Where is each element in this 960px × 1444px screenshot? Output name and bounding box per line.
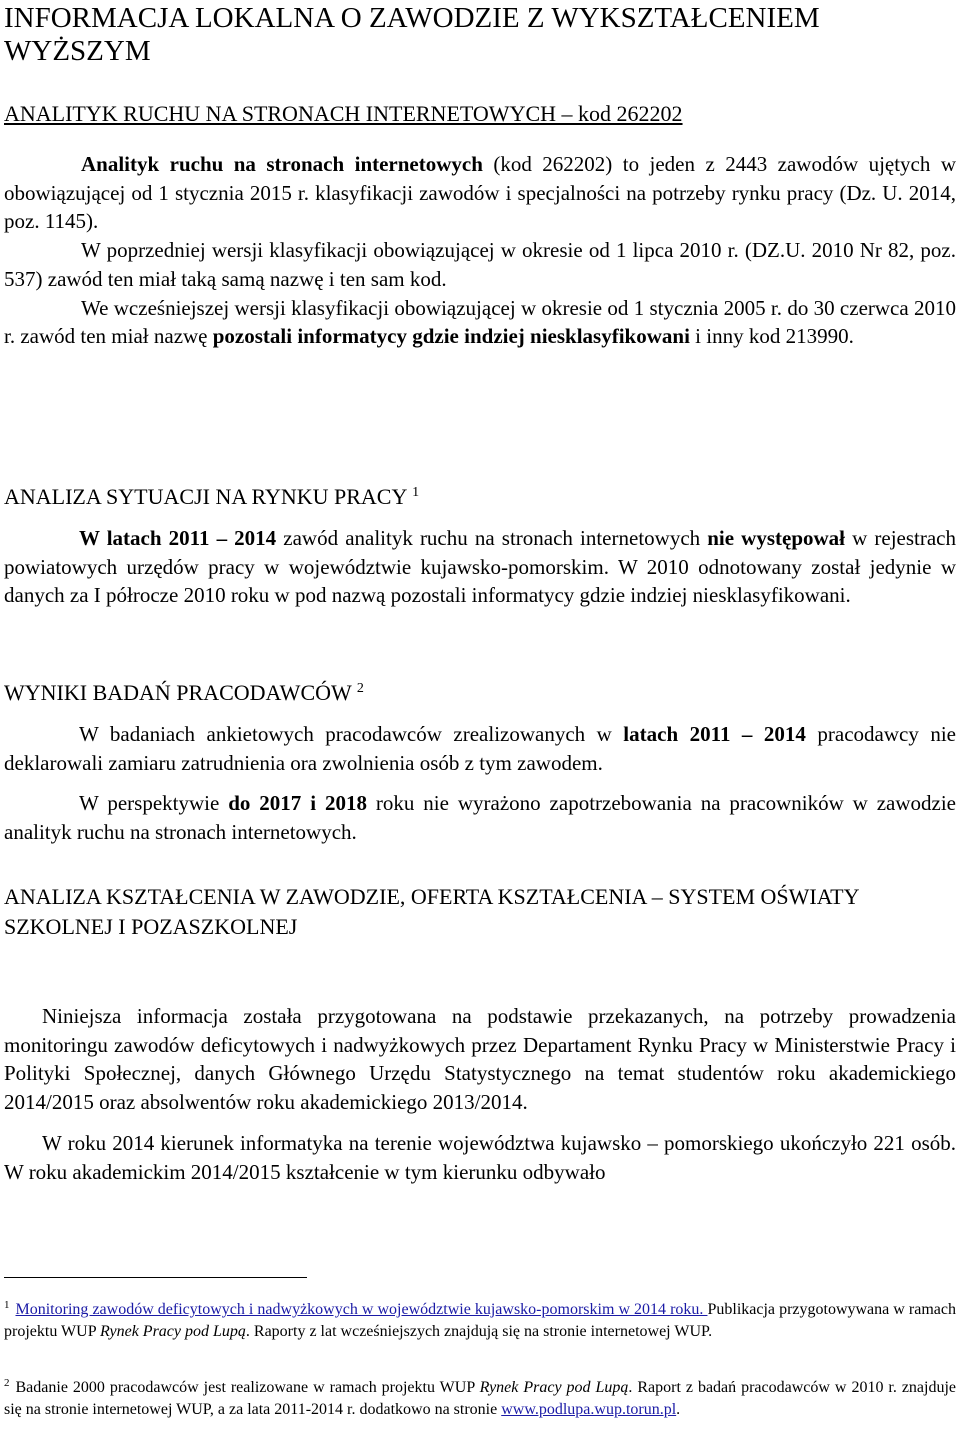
labor-years: W latach 2011 – 2014 (79, 526, 277, 550)
footnote-ref-1: 1 (412, 485, 420, 500)
footnote-1 (4, 1294, 956, 1343)
education-paragraph-2: W roku 2014 kierunek informatyka na terenie województwa kujawsko – pomorskiego ukończyło 221 osób. W roku akademickim 2014/2015 kształcenie w tym kierunku odbywało (4, 1130, 956, 1184)
footnote-2-text-c: . (676, 1401, 681, 1418)
intro-paragraph-3 (4, 294, 956, 351)
labor-market-section (4, 478, 956, 610)
labor-text-mid: zawód analityk ruchu na stronach internetowych (276, 526, 708, 550)
document-title: INFORMACJA LOKALNA O ZAWODZIE Z WYKSZTAŁCENIEM WYŻSZYM (4, 2, 820, 67)
intro-text-1: (kod 262202) to jeden z 2443 zawodów ujętych w obowiązującej od 1 stycznia 2015 r. klasyfikacji zawodów i specjalności na potrzeby rynku pracy (Dz. U. 2014, poz. 1145). (4, 152, 956, 234)
footnote-2-number: 2 (4, 1377, 10, 1389)
education-paragraph-1: Niniejsza informacja została przygotowana na podstawie przekazanych, na potrzeby prowadzenia monitoringu zawodów deficytowych i nadwyżkowych przez Departament Rynku Pracy w Ministerstwie Pracy i Polityki Społecznej, danych Głównego Urzędu Statystycznego na temat studentów roku akademickiego 2014/2015 oraz absolwentów roku akademickiego 2013/2014. (4, 1004, 956, 1115)
footnote-2-text-b: . Raport z badań pracodawców w 2010 r. znajduje się na stronie internetowej WUP, a za lata 2011-2014 r. dodatkowo na stronie (4, 1379, 957, 1418)
labor-text-rest: w rejestrach powiatowych urzędów pracy w województwie kujawsko-pomorskim. W 2010 odnotowany został jedynie w danych za I półrocze 2010 roku w pod nazwą pozostali informatycy gdzie indziej niesklasyfikowani. (4, 526, 956, 608)
employers-text-2b: roku nie wyrażono zapotrzebowania na pracowników w zawodzie analityk ruchu na stronach internetowych. (4, 791, 956, 845)
footnote-2-project: Rynek Pracy pod Lupą (479, 1379, 629, 1396)
footnote-2 (4, 1372, 956, 1421)
employers-text-2a: W perspektywie (79, 791, 229, 816)
intro-section (4, 150, 956, 351)
employers-text-1b: pracodawcy nie deklarowali zamiaru zatrudnienia ora zwolnienia osób z tym zawodem. (4, 722, 956, 775)
occupation-name: Analityk ruchu na stronach internetowych (81, 152, 483, 176)
intro-text-3a: We wcześniejszej wersji klasyfikacji obowiązującej w okresie od 1 stycznia 2005 r. do 30 czerwca 2010 r. zawód ten miał nazwę (4, 295, 956, 349)
footnote-2-text-a: Badanie 2000 pracodawców jest realizowane w ramach projektu WUP (15, 1379, 480, 1396)
former-name: pozostali informatycy gdzie indziej niesklasyfikowani (212, 324, 690, 349)
employers-section (4, 674, 956, 847)
footnote-1-link[interactable]: Monitoring zawodów deficytowych i nadwyżkowych w województwie kujawsko-pomorskim w 2014 roku. (15, 1301, 708, 1318)
employers-paragraph-1 (4, 720, 956, 777)
labor-not-present: nie występował (707, 526, 846, 550)
employers-heading (4, 674, 956, 708)
footnote-ref-2: 2 (356, 681, 364, 696)
labor-market-paragraph (4, 524, 956, 610)
employers-heading-text: WYNIKI BADAŃ PRACODAWCÓW (4, 680, 352, 705)
employers-paragraph-2 (4, 789, 956, 846)
intro-text-3b: i inny kod 213990. (689, 324, 854, 349)
footnote-1-number: 1 (4, 1299, 10, 1311)
intro-paragraph-2: W poprzedniej wersji klasyfikacji obowiązującej w okresie od 1 lipca 2010 r. (DZ.U. 2010 Nr 82, poz. 537) zawód ten miał taką samą nazwę i ten sam kod. (4, 238, 956, 291)
intro-paragraph-1 (4, 150, 956, 236)
footnote-1-project: Rynek Pracy pod Lupą (100, 1323, 246, 1340)
footnote-1-text-b: . Raporty z lat wcześniejszych znajdują się na stronie internetowej WUP. (245, 1323, 713, 1340)
labor-market-heading-text: ANALIZA SYTUACJI NA RYNKU PRACY (4, 484, 407, 509)
education-heading: ANALIZA KSZTAŁCENIA W ZAWODZIE, OFERTA KSZTAŁCENIA – SYSTEM OŚWIATY SZKOLNEJ I POZASZKOLNEJ (4, 884, 859, 939)
employers-years: latach 2011 – 2014 (623, 722, 806, 746)
education-section (4, 882, 956, 1186)
employers-perspective: do 2017 i 2018 (228, 791, 367, 816)
labor-market-heading (4, 478, 956, 512)
footnote-1-text-a: Publikacja przygotowywana w ramach projektu WUP (4, 1301, 956, 1340)
occupation-heading: ANALITYK RUCHU NA STRONACH INTERNETOWYCH – kod 262202 (4, 101, 683, 126)
employers-text-1a: W badaniach ankietowych pracodawców zrealizowanych w (79, 722, 624, 746)
footnote-2-link[interactable]: www.podlupa.wup.torun.pl (501, 1401, 677, 1418)
footnote-separator (4, 1277, 307, 1278)
